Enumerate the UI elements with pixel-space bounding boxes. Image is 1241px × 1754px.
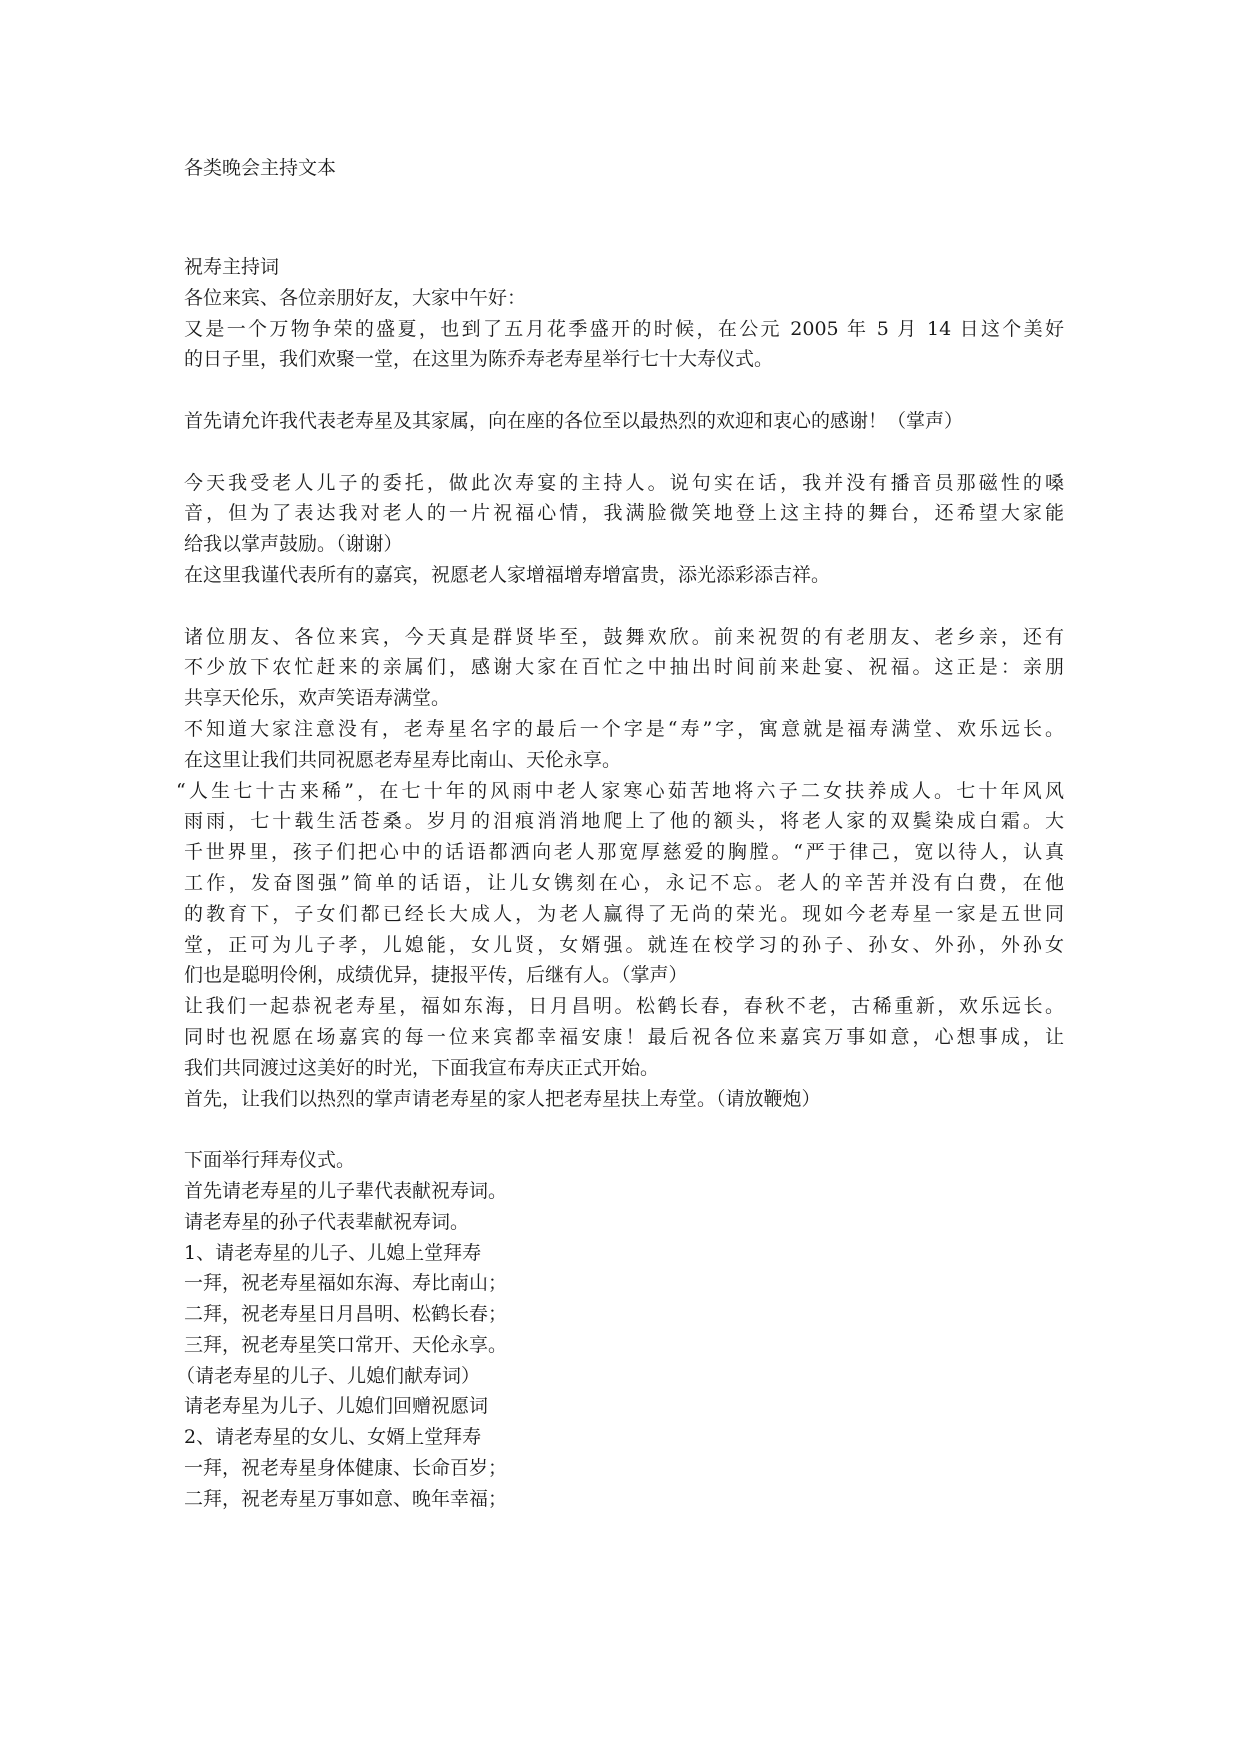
text-line: 的日子里，我们欢聚一堂，在这里为陈乔寿老寿星举行七十大寿仪式。 [184, 348, 774, 371]
text-line: 三拜，祝老寿星笑口常开、天伦永享。 [184, 1333, 508, 1356]
text-line: 诸位朋友、各位来宾，今天真是群贤毕至，鼓舞欢欣。前来祝贺的有老朋友、老乡亲，还有 [184, 625, 1064, 648]
text-line: 同时也祝愿在场嘉宾的每一位来宾都幸福安康！最后祝各位来嘉宾万事如意，心想事成，让 [184, 1025, 1064, 1048]
text-line: 们也是聪明伶俐，成绩优异，捷报平传，后继有人。（掌声） [184, 964, 688, 987]
document-title: 各类晚会主持文本 [184, 157, 337, 179]
text-line: 今天我受老人儿子的委托，做此次寿宴的主持人。说句实在话，我并没有播音员那磁性的嗓 [184, 471, 1064, 494]
text-line: 又是一个万物争荣的盛夏，也到了五月花季盛开的时候，在公元 2005 年 5 月 14 日这个美好 [184, 317, 1064, 340]
text-line: 共享天伦乐，欢声笑语寿满堂。 [184, 687, 451, 710]
text-line: 千世界里，孩子们把心中的话语都洒向老人那宽厚慈爱的胸膛。“严于律己，宽以待人，认真 [184, 841, 1064, 864]
text-line: 1、请老寿星的儿子、儿媳上堂拜寿 [184, 1241, 482, 1264]
text-line: 首先请老寿星的儿子辈代表献祝寿词。 [184, 1179, 508, 1202]
text-line: 一拜，祝老寿星福如东海、寿比南山； [184, 1272, 508, 1295]
text-line: 首先，让我们以热烈的掌声请老寿星的家人把老寿星扶上寿堂。（请放鞭炮） [184, 1087, 821, 1110]
text-line: 一拜，祝老寿星身体健康、长命百岁； [184, 1457, 508, 1480]
blank-line [184, 591, 1064, 622]
text-line: 我们共同渡过这美好的时光，下面我宣布寿庆正式开始。 [184, 1056, 660, 1079]
document-page [176, 0, 1064, 1754]
text-line: 让我们一起恭祝老寿星，福如东海，日月昌明。松鹤长春，春秋不老，古稀重新，欢乐远长。 [184, 995, 1064, 1018]
text-line: 在这里让我们共同祝愿老寿星寿比南山、天伦永享。 [184, 748, 622, 771]
text-line: 各位来宾、各位亲朋好友，大家中午好： [184, 286, 527, 309]
text-line: 的教育下，子女们都已经长大成人，为老人赢得了无尚的荣光。现如今老寿星一家是五世同 [184, 902, 1064, 925]
blank-line [184, 1114, 1064, 1145]
blank-line [184, 375, 1064, 406]
text-line: 工作，发奋图强”简单的话语，让儿女镌刻在心，永记不忘。老人的辛苦并没有白费，在他 [184, 871, 1064, 894]
document-body [176, 252, 1064, 1515]
text-line: （请老寿星的儿子、儿媳们献寿词） [176, 1364, 481, 1387]
text-line: 二拜，祝老寿星万事如意、晚年幸福； [184, 1487, 508, 1510]
text-line: 给我以掌声鼓励。（谢谢） [184, 533, 403, 556]
text-line: 二拜，祝老寿星日月昌明、松鹤长春； [184, 1303, 508, 1326]
text-line: 请老寿星的孙子代表辈献祝寿词。 [184, 1210, 470, 1233]
text-line: 请老寿星为儿子、儿媳们回赠祝愿词 [184, 1395, 489, 1418]
text-line: 不知道大家注意没有，老寿星名字的最后一个字是“寿”字，寓意就是福寿满堂、欢乐远长。 [184, 717, 1064, 740]
text-line: 雨雨，七十载生活苍桑。岁月的泪痕消消地爬上了他的额头，将老人家的双鬓染成白霜。大 [184, 810, 1064, 833]
text-line: 堂，正可为儿子孝，儿媳能，女儿贤，女婿强。就连在校学习的孙子、孙女、外孙，外孙女 [184, 933, 1064, 956]
text-line: “人生七十古来稀”，在七十年的风雨中老人家寒心茹苦地将六子二女扶养成人。七十年风风 [176, 779, 1064, 802]
text-line: 音，但为了表达我对老人的一片祝福心情，我满脸微笑地登上这主持的舞台，还希望大家能 [184, 502, 1064, 525]
text-line: 下面举行拜寿仪式。 [184, 1149, 356, 1172]
text-line: 在这里我谨代表所有的嘉宾，祝愿老人家增福增寿增富贵，添光添彩添吉祥。 [184, 563, 831, 586]
text-line: 不少放下农忙赶来的亲属们，感谢大家在百忙之中抽出时间前来赴宴、祝福。这正是：亲朋 [184, 656, 1064, 679]
text-line: 2、请老寿星的女儿、女婿上堂拜寿 [184, 1426, 482, 1449]
section-heading: 祝寿主持词 [184, 256, 280, 278]
blank-line [184, 437, 1064, 468]
text-line: 首先请允许我代表老寿星及其家属，向在座的各位至以最热烈的欢迎和衷心的感谢！（掌声） [184, 409, 964, 432]
